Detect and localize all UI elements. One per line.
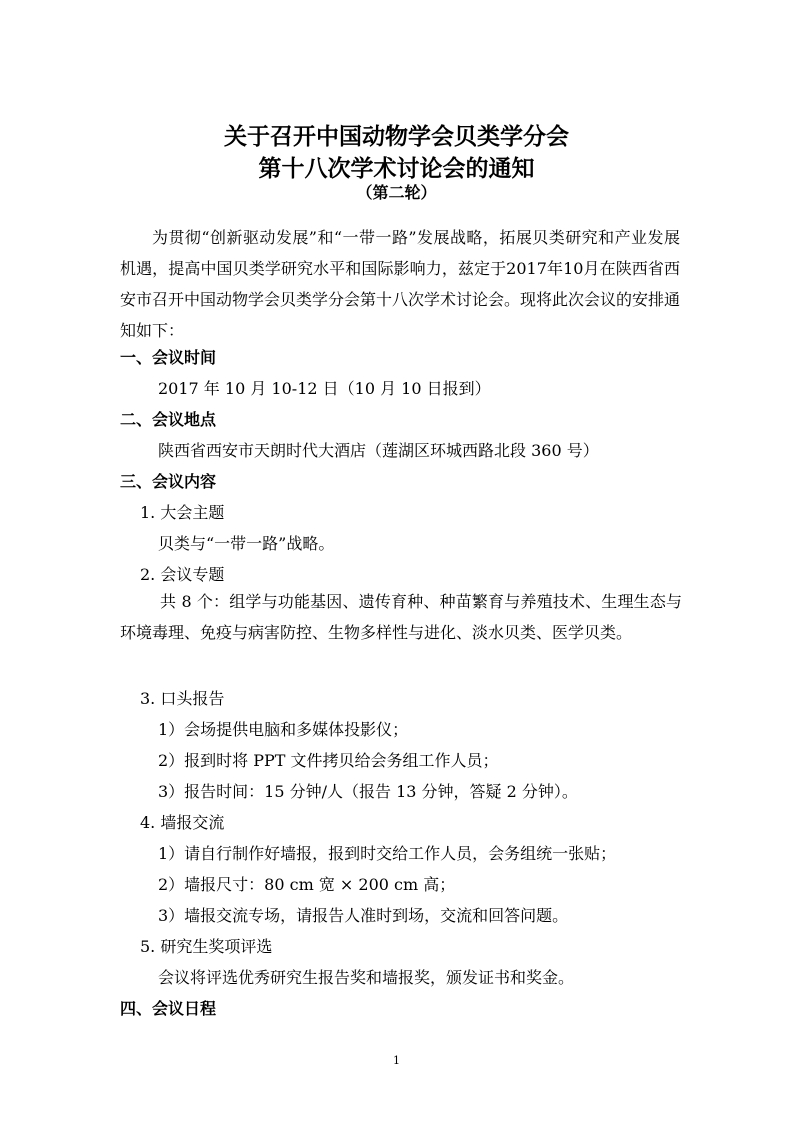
oral-item: 3）报告时间：15 分钟/人（报告 13 分钟，答疑 2 分钟）。 [158,782,578,801]
section-place-text: 陕西省西安市天朗时代大酒店（莲湖区环城西路北段 360 号） [158,441,599,460]
intro-paragraph: 为贯彻“创新驱动发展”和“一带一路”发展战略，拓展贝类研究和产业发展机遇，提高中国贝类学研究水平和国际影响力，兹定于2017年10月在陕西省西安市召开中国动物学会贝类学分会第十八次学术讨论会。现将此次会议的安排通知如下： [120,228,681,340]
page-number: 1 [393,1054,400,1067]
section-time-heading: 一、会议时间 [120,348,217,367]
theme-label: 1. 大会主题 [140,503,225,522]
section-time-text: 2017 年 10 月 10-12 日（10 月 10 日报到） [158,379,491,398]
poster-label: 4. 墙报交流 [140,813,225,832]
section-content-heading: 三、会议内容 [120,472,217,491]
award-text: 会议将评选优秀研究生报告奖和墙报奖，颁发证书和奖金。 [158,968,575,987]
poster-item: 1）请自行制作好墙报，报到时交给工作人员，会务组统一张贴； [158,844,617,863]
title-line-2: 第十八次学术讨论会的通知 [258,156,535,182]
topics-text: 共 8 个：组学与功能基因、遗传育种、种苗繁育与养殖技术、生理生态与环境毒理、免疫与病害防控、生物多样性与进化、淡水贝类、医学贝类。 [120,592,682,642]
oral-item: 2）报到时将 PPT 文件拷贝给会务组工作人员； [158,751,499,770]
title-round: （第二轮） [356,183,437,202]
oral-item: 1）会场提供电脑和多媒体投影仪； [158,720,409,739]
theme-text: 贝类与“一带一路”战略。 [158,534,335,553]
title-line-1: 关于召开中国动物学会贝类学分会 [224,124,569,150]
section-place-heading: 二、会议地点 [120,410,217,429]
section-schedule-heading: 四、会议日程 [120,999,217,1018]
topics-label: 2. 会议专题 [140,565,225,584]
poster-item: 2）墙报尺寸：80 cm 宽 × 200 cm 高； [158,875,456,894]
oral-label: 3. 口头报告 [140,689,225,708]
award-label: 5. 研究生奖项评选 [140,937,273,956]
poster-item: 3）墙报交流专场，请报告人准时到场，交流和回答问题。 [158,906,569,925]
